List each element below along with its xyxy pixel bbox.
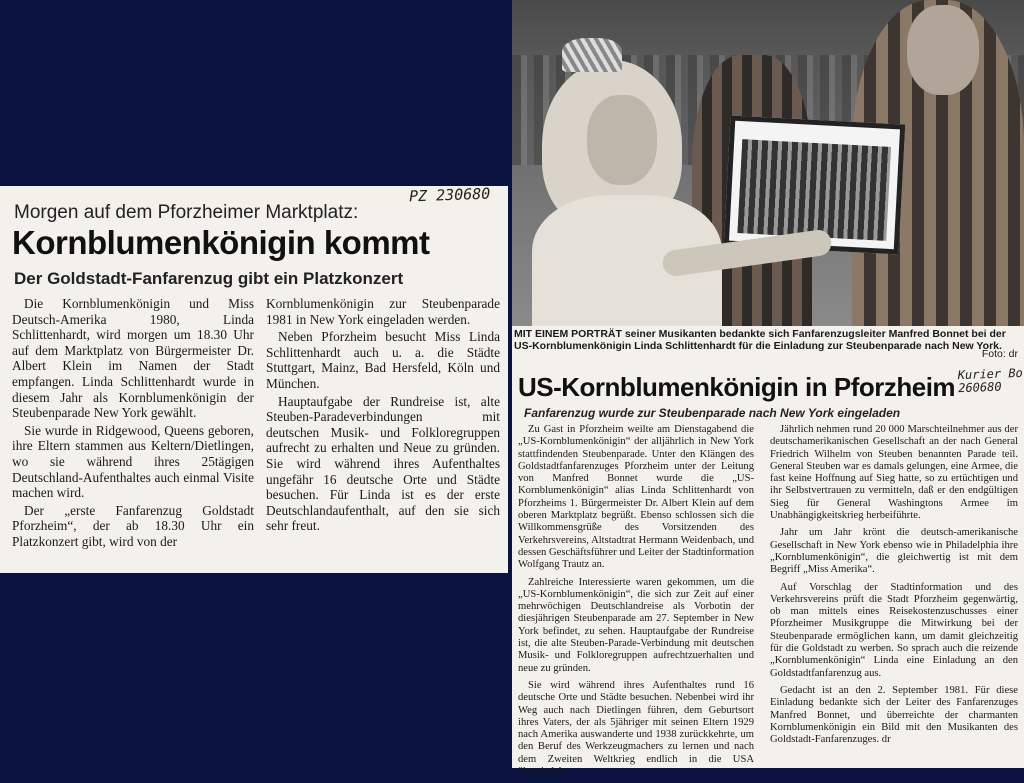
article-subheadline: Fanfarenzug wurde zur Steubenparade nach New York eingeladen: [524, 406, 901, 420]
caption-text: MIT EINEM PORTRÄT seiner Musikanten bedankte sich Fanfarenzugsleiter Manfred Bonnet bei der US-Kornblumenkönigin Linda Schlittenhardt für die Einladung zur Steubenparade nach New York.: [514, 328, 1006, 352]
paragraph: Sie wurde in Ridgewood, Queens geboren, ihre Eltern stammen aus Keltern/Dietlingen, wo sie während ihres 25tägigen Deutschland-Aufenthaltes auch einmal Visite machen wird.: [12, 422, 254, 501]
paragraph: Sie wird während ihres Aufenthaltes rund 16 deutsche Orte und Städte besuchen. Nebenbei wird ihr Weg auch nach Dietlingen führen, dem Geburtsort ihres Vaters, der als 5jähriger mit seinen Eltern 1929 nach Amerika auswanderte und 1938 zurückkehrte, um den Beruf des Werkzeugmachers zu lernen und nach dem Zweiten Weltkrieg endlich in die USA übersiedelte.: [518, 679, 754, 778]
paragraph: Gedacht ist an den 2. September 1981. Für diese Einladung bedankte sich der Leiter des Fanfarenzuges Manfred Bonnet, und überreichte der charmanten Kornblumenkönigin ein Bild mit den Musikanten des Goldstadt-Fanfarenzuges. dr: [770, 684, 1018, 746]
paragraph: Auf Vorschlag der Stadtinformation und des Verkehrsvereins prüft die Stadt Pforzheim gegenwärtig, ob man mittels eines Reisekostenzuschusses einer Pforzheimer Musikgruppe die Mitwirkung bei der Steubenparade ermöglichen kann, um damit gleichzeitig für die Goldstadt zu werben. So sprach auch die reizende „Kornblumenkönigin“ Linda eine Einladung an den Goldstadtfanfarenzug aus.: [770, 581, 1018, 679]
framed-portrait-image: [737, 139, 891, 241]
newspaper-clipping-kurier: [512, 362, 1024, 778]
crown-icon: [562, 38, 622, 72]
photo-caption: [512, 326, 1024, 362]
news-photo: [512, 0, 1024, 326]
paragraph: Jährlich nehmen rund 20 000 Marschteilnehmer aus der deutschamerikanischen Gesellschaft an der nach General Friedrich Wilhelm von Steuben benannten Parade teil. General Steuben war es damals gelungen, eine Armee, die fast keine Hoffnung auf Sieg hatte, so zu ertüchtigen und ihr Selbstvertrauen zu vermitteln, daß er den endgültigen Sieg für General Washingtons Armee im Unabhängigkeitskrieg herbeiführte.: [770, 424, 1018, 522]
article-column-1: [518, 424, 754, 783]
paragraph: Zu Gast in Pforzheim weilte am Dienstagabend die „US-Kornblumenkönigin“ der alljährlich in New York stattfindenden Steubenparade. Unter den Klängen des Goldstadtfanfarenzuges Pforzheim unter der Leitung von Manfred Bonnet wurde die „US-Kornblumenkönigin“ alias Linda Schlittenhardt von Pforzheims 1. Bürgermeister Dr. Albert Klein auf dem oberen Marktplatz begrüßt. Ebenso schlossen sich die Willkommensgrüße des Vorsitzenden des Verkehrsvereins, Altstadtrat Hermann Weidenbach, und dessen Geschäftsführer und Leiter der Stadtinformation Wolfgang Trautz an.: [518, 424, 754, 571]
handwritten-note: [958, 367, 1024, 395]
handwritten-note-line: 260680: [957, 379, 1002, 396]
paragraph: Jahr um Jahr krönt die deutsch-amerikanische Gesellschaft in New York ebenso wie in Philadelphia ihre „Kornblumenkönigin“, die gleichwertig ist mit dem Begriff „Miss Amerika“.: [770, 527, 1018, 576]
newspaper-clipping-pz: [0, 186, 508, 573]
article-column-2: [266, 296, 500, 536]
paragraph: Zahlreiche Interessierte waren gekommen, um die „US-Kornblumenkönigin“, die sich zur Zeit auf einer mehrwöchigen Deutschlandreise als Vorbotin der diesjährigen Steubenparade am 27. September in New York befindet, zu sehen. Hauptaufgabe der Rundreise ist, die alte Steuben-Parade-Verbindung mit deutschen Musik- und Folkloregruppen aufrechtzuerhalten und neue zu gründen.: [518, 576, 754, 674]
photo-bandleader-face: [907, 5, 979, 95]
photo-queen-face: [587, 95, 657, 185]
article-column-1: [12, 296, 254, 552]
article-headline: Kornblumenkönigin kommt: [12, 224, 430, 261]
article-column-2: [770, 424, 1018, 751]
photo-credit: Foto: dr: [981, 348, 1018, 360]
paragraph: Die Kornblumenkönigin und Miss Deutsch-Amerika 1980, Linda Schlittenhardt, wird morgen um 18.30 Uhr auf dem Marktplatz von Bürgermeister Dr. Albert Klein im Namen der Stadt empfangen. Linda Schlittenhardt wurde in diesem Jahr als Kornblumenkönigin der Steubenparade New York gewählt.: [12, 296, 254, 421]
handwritten-note-line: Kurier Bo: [957, 365, 1024, 383]
handwritten-note: PZ 230680: [408, 184, 491, 206]
paragraph: Der „erste Fanfarenzug Goldstadt Pforzheim“, der ab 18.30 Uhr ein Platzkonzert gibt, wird von der: [12, 502, 254, 549]
paragraph: Neben Pforzheim besucht Miss Linda Schlittenhardt auch u. a. die Städte Stuttgart, Mainz, Bad Hersfeld, Köln und München.: [266, 329, 500, 391]
paragraph: Hauptaufgabe der Rundreise ist, alte Steuben-Paradeverbindungen mit deutschen Musik- und Folkloregruppen aufrecht zu erhalten und Neue zu gründen. Sie wird während ihres Aufenthaltes ungefähr 16 deutsche Orte und Städte besuchen. Für Linda ist es der erste Deutschlandaufenthalt, auf den sie sich sehr freut.: [266, 393, 500, 534]
article-subheadline: Der Goldstadt-Fanfarenzug gibt ein Platzkonzert: [14, 269, 404, 288]
article-headline: US-Kornblumenkönigin in Pforzheim: [518, 372, 956, 402]
paragraph: Kornblumenkönigin zur Steubenparade 1981 in New York eingeladen werden.: [266, 296, 500, 327]
article-kicker: Morgen auf dem Pforzheimer Marktplatz:: [14, 202, 359, 223]
